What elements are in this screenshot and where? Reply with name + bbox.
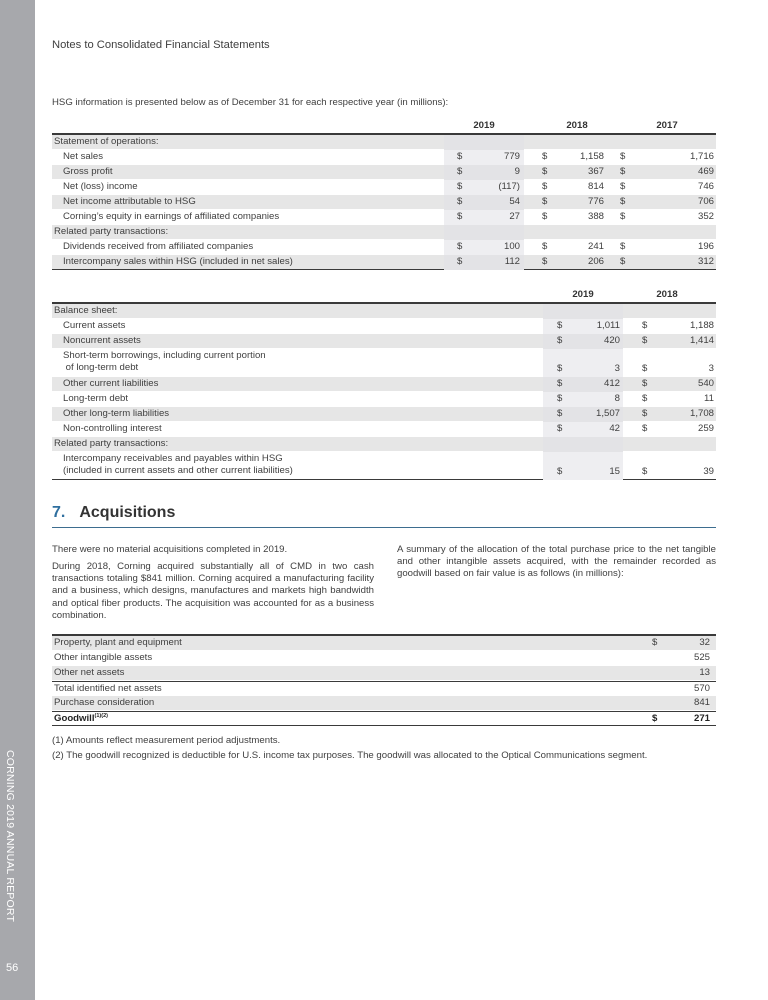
row-label: Purchase consideration xyxy=(54,697,155,708)
cell-value: 13 xyxy=(699,667,710,678)
row-label: Net income attributable to HSG xyxy=(63,196,196,207)
currency-symbol: $ xyxy=(557,423,563,434)
cell-value: 776 xyxy=(587,196,604,207)
cell-value: 32 xyxy=(699,637,710,648)
table-row xyxy=(52,165,716,180)
currency-symbol: $ xyxy=(620,256,626,267)
cell-value: 271 xyxy=(693,713,710,724)
row-label-line-2: of long-term debt xyxy=(63,362,139,373)
cell-value: 39 xyxy=(703,466,714,477)
currency-symbol: $ xyxy=(542,256,548,267)
table-row xyxy=(52,651,716,666)
highlight-column-bg xyxy=(543,349,623,377)
row-label: Property, plant and equipment xyxy=(54,637,182,648)
cell-value: 54 xyxy=(509,196,520,207)
row-label: Corning’s equity in earnings of affiliated companies xyxy=(63,211,280,222)
cell-value: 412 xyxy=(603,378,620,389)
currency-symbol: $ xyxy=(620,166,626,177)
currency-symbol: $ xyxy=(642,363,648,374)
row-label: Other intangible assets xyxy=(54,652,153,663)
row-label: Other net assets xyxy=(54,667,125,678)
row-label: Goodwill$^{(1)(2)}$ xyxy=(54,713,108,725)
table-header-row xyxy=(52,117,716,135)
cell-value: 112 xyxy=(504,256,520,267)
cell-value: 841 xyxy=(693,697,710,708)
table-section-row xyxy=(52,225,716,240)
table-section-row xyxy=(52,135,716,150)
cell-value: 196 xyxy=(697,241,714,252)
currency-symbol: $ xyxy=(620,181,626,192)
cell-value: 1,708 xyxy=(689,408,714,419)
running-head: Notes to Consolidated Financial Statements xyxy=(52,39,270,51)
hsg-operations-table xyxy=(52,117,716,270)
cell-value: 814 xyxy=(587,181,604,192)
cell-value: 15 xyxy=(609,466,620,477)
currency-symbol: $ xyxy=(542,241,548,252)
currency-symbol: $ xyxy=(557,466,563,477)
currency-symbol: $ xyxy=(542,211,548,222)
section-number: 7. xyxy=(52,504,66,521)
cell-value: 779 xyxy=(503,151,520,162)
purchase-price-allocation-table xyxy=(52,634,716,726)
cell-value: 3 xyxy=(708,363,714,374)
cell-value: 1,716 xyxy=(689,151,714,162)
currency-symbol: $ xyxy=(557,363,563,374)
section-title: Acquisitions xyxy=(79,504,176,521)
section-label: Balance sheet: xyxy=(54,305,118,316)
acquisitions-paragraph-2: During 2018, Corning acquired substantially all of CMD in two cash transactions totaling $841 million. Corning acquired a manufacturing facility and a business, which designs, manufactures and markets high bandwidth and optical fiber products. The acquisition was accounted for as a business combination. xyxy=(52,561,374,621)
table-header-row xyxy=(52,286,716,304)
cell-value: 469 xyxy=(697,166,714,177)
currency-symbol: $ xyxy=(457,241,463,252)
highlight-column-bg xyxy=(543,437,623,452)
currency-symbol: $ xyxy=(652,637,658,648)
highlight-column-bg xyxy=(444,225,524,240)
footnote-1: (1) Amounts reflect measurement period adjustments. xyxy=(52,735,281,746)
row-label: Total identified net assets xyxy=(54,683,162,694)
cell-value: 1,188 xyxy=(689,320,714,331)
cell-value: 259 xyxy=(697,423,714,434)
page-number: 56 xyxy=(6,962,19,974)
cell-value: 100 xyxy=(503,241,520,252)
table-row xyxy=(52,666,716,681)
row-label: Noncurrent assets xyxy=(63,335,141,346)
table-row xyxy=(52,422,716,437)
table-row xyxy=(52,180,716,195)
table-row xyxy=(52,392,716,407)
currency-symbol: $ xyxy=(642,423,648,434)
currency-symbol: $ xyxy=(457,196,463,207)
currency-symbol: $ xyxy=(642,408,648,419)
section-heading-acquisitions xyxy=(52,504,716,528)
currency-symbol: $ xyxy=(642,466,648,477)
cell-value: 1,158 xyxy=(579,151,604,162)
acquisitions-paragraph-1: There were no material acquisitions completed in 2019. xyxy=(52,544,288,555)
cell-value: 1,507 xyxy=(595,408,620,419)
currency-symbol: $ xyxy=(642,320,648,331)
row-label: Other current liabilities xyxy=(63,378,159,389)
table-row xyxy=(52,349,716,377)
currency-symbol: $ xyxy=(557,378,563,389)
table-row xyxy=(52,696,716,711)
cell-value: 27 xyxy=(509,211,520,222)
highlight-column-bg xyxy=(543,304,623,319)
cell-value: 11 xyxy=(704,393,714,404)
table-row xyxy=(52,681,716,696)
footnote-reference: (1)(2) xyxy=(94,713,108,719)
highlight-column-bg xyxy=(444,135,524,150)
row-label: Current assets xyxy=(63,320,126,331)
table-row xyxy=(52,255,716,270)
cell-value: 540 xyxy=(697,378,714,389)
cell-value: 706 xyxy=(697,196,714,207)
currency-symbol: $ xyxy=(542,181,548,192)
cell-value: 241 xyxy=(587,241,604,252)
cell-value: 312 xyxy=(697,256,714,267)
table-section-row xyxy=(52,437,716,452)
cell-value: 206 xyxy=(587,256,604,267)
currency-symbol: $ xyxy=(557,335,563,346)
currency-symbol: $ xyxy=(457,256,463,267)
section-label: Statement of operations: xyxy=(54,136,159,147)
cell-value: 1,414 xyxy=(689,335,714,346)
column-header-year: 2018 xyxy=(566,120,588,131)
currency-symbol: $ xyxy=(542,196,548,207)
currency-symbol: $ xyxy=(457,211,463,222)
report-title-vertical: CORNING 2019 ANNUAL REPORT xyxy=(4,750,16,923)
hsg-intro-text: HSG information is presented below as of December 31 for each respective year (in millions): xyxy=(52,97,449,108)
table-row xyxy=(52,240,716,255)
currency-symbol: $ xyxy=(557,393,563,404)
currency-symbol: $ xyxy=(620,211,626,222)
hsg-balance-sheet-table xyxy=(52,286,716,480)
table-row xyxy=(52,150,716,165)
currency-symbol: $ xyxy=(642,393,648,404)
currency-symbol: $ xyxy=(620,241,626,252)
cell-value: 352 xyxy=(697,211,714,222)
table-row xyxy=(52,210,716,225)
row-label: Net sales xyxy=(63,151,103,162)
row-label: Intercompany sales within HSG (included in net sales) xyxy=(63,256,293,267)
row-label: Gross profit xyxy=(63,166,113,177)
table-row xyxy=(52,377,716,392)
highlight-column-bg xyxy=(543,392,623,407)
row-label-line-1: Short-term borrowings, including current portion xyxy=(63,350,266,361)
row-label xyxy=(63,350,266,374)
column-header-year: 2019 xyxy=(473,120,495,131)
column-header-year: 2017 xyxy=(656,120,678,131)
section-label: Related party transactions: xyxy=(54,438,169,449)
currency-symbol: $ xyxy=(620,151,626,162)
row-label-line-2: (included in current assets and other current liabilities) xyxy=(63,465,293,476)
table-row xyxy=(52,195,716,210)
cell-value: 8 xyxy=(614,393,620,404)
row-label: Dividends received from affiliated companies xyxy=(63,241,254,252)
currency-symbol: $ xyxy=(542,166,548,177)
currency-symbol: $ xyxy=(457,166,463,177)
row-label: Long-term debt xyxy=(63,393,129,404)
table-row xyxy=(52,711,716,726)
row-label: Other long-term liabilities xyxy=(63,408,170,419)
currency-symbol: $ xyxy=(557,408,563,419)
currency-symbol: $ xyxy=(642,378,648,389)
table-row xyxy=(52,636,716,651)
cell-value: (117) xyxy=(498,181,520,192)
highlight-column-bg xyxy=(444,165,524,180)
currency-symbol: $ xyxy=(642,335,648,346)
table-row xyxy=(52,452,716,480)
table-section-row xyxy=(52,304,716,319)
cell-value: 42 xyxy=(609,423,620,434)
table-row xyxy=(52,319,716,334)
section-label: Related party transactions: xyxy=(54,226,169,237)
currency-symbol: $ xyxy=(557,320,563,331)
row-label: Net (loss) income xyxy=(63,181,138,192)
cell-value: 9 xyxy=(514,166,520,177)
row-label xyxy=(63,453,293,477)
acquisitions-paragraph-3: A summary of the allocation of the total purchase price to the net tangible and other intangible assets acquired, with the remainder recorded as goodwill based on fair value is as follows (in millions): xyxy=(397,544,716,580)
row-label: Non-controlling interest xyxy=(63,423,162,434)
currency-symbol: $ xyxy=(542,151,548,162)
cell-value: 388 xyxy=(587,211,604,222)
table-row xyxy=(52,407,716,422)
cell-value: 367 xyxy=(587,166,604,177)
currency-symbol: $ xyxy=(457,151,463,162)
currency-symbol: $ xyxy=(457,181,463,192)
currency-symbol: $ xyxy=(620,196,626,207)
cell-value: 1,011 xyxy=(596,320,620,331)
footnote-2: (2) The goodwill recognized is deductible for U.S. income tax purposes. The goodwill was allocated to the Optical Communications segment. xyxy=(52,750,648,761)
currency-symbol: $ xyxy=(652,713,658,724)
side-band xyxy=(0,0,35,1000)
cell-value: 570 xyxy=(693,683,710,694)
cell-value: 525 xyxy=(693,652,710,663)
cell-value: 3 xyxy=(614,363,620,374)
column-header-year: 2018 xyxy=(656,289,678,300)
column-header-year: 2019 xyxy=(572,289,594,300)
cell-value: 420 xyxy=(603,335,620,346)
row-label-line-1: Intercompany receivables and payables within HSG xyxy=(63,453,283,464)
table-row xyxy=(52,334,716,349)
cell-value: 746 xyxy=(697,181,714,192)
